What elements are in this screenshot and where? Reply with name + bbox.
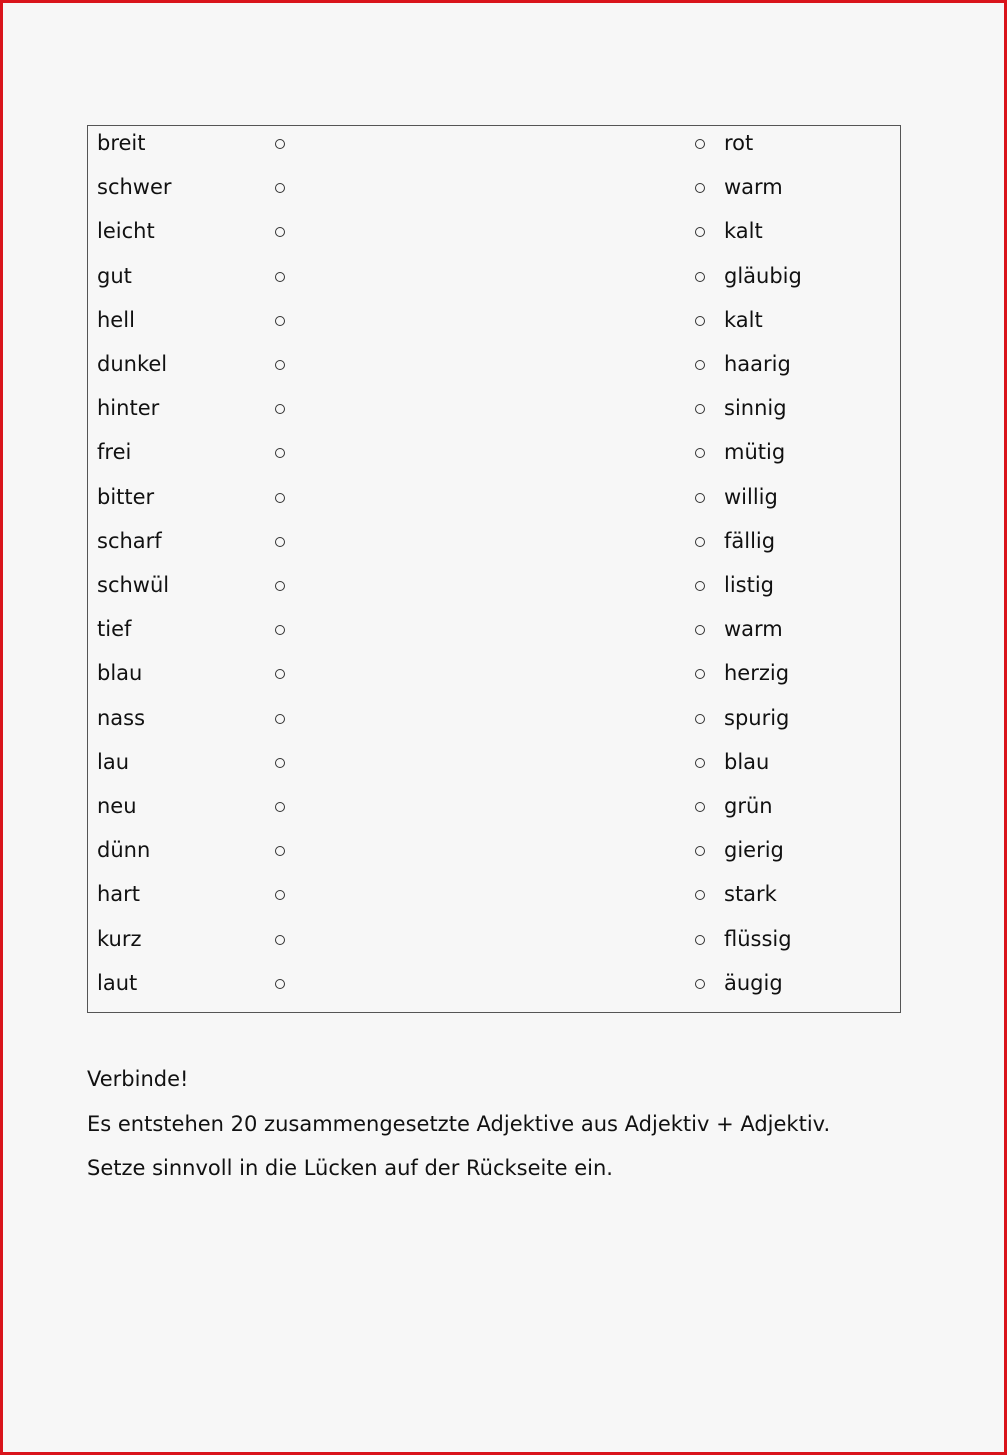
right-connection-circle-icon <box>695 802 705 812</box>
right-connection-circle-icon <box>695 272 705 282</box>
right-adjective: rot <box>724 131 754 155</box>
right-connection-circle-icon <box>695 139 705 149</box>
table-row <box>88 347 900 391</box>
right-connection-circle-icon <box>695 227 705 237</box>
left-connection-circle-icon <box>275 448 285 458</box>
left-connection-circle-icon <box>275 846 285 856</box>
left-adjective: hart <box>97 882 141 907</box>
table-row <box>88 480 900 524</box>
left-connection-circle-icon <box>275 935 285 945</box>
table-row <box>88 126 900 170</box>
left-adjective: laut <box>97 970 138 995</box>
table-row <box>88 877 900 921</box>
left-adjective: hinter <box>97 396 160 421</box>
right-adjective: kalt <box>724 307 763 332</box>
left-connection-circle-icon <box>275 890 285 900</box>
right-adjective: stark <box>724 882 777 907</box>
table-row <box>88 524 900 568</box>
right-connection-circle-icon <box>695 758 705 768</box>
left-connection-circle-icon <box>275 139 285 149</box>
right-adjective: fällig <box>724 528 776 553</box>
right-connection-circle-icon <box>695 360 705 370</box>
instruction-line: Verbinde! <box>87 1067 189 1091</box>
right-adjective: listig <box>724 573 775 597</box>
left-adjective: lau <box>97 749 130 774</box>
right-connection-circle-icon <box>695 581 705 591</box>
right-connection-circle-icon <box>695 979 705 989</box>
left-adjective: schwer <box>97 175 172 200</box>
table-row <box>88 833 900 877</box>
left-connection-circle-icon <box>275 979 285 989</box>
left-connection-circle-icon <box>275 581 285 591</box>
left-adjective: leicht <box>97 219 155 244</box>
left-adjective: dunkel <box>97 352 168 376</box>
right-adjective: gierig <box>724 838 784 863</box>
left-adjective: tief <box>97 617 132 642</box>
right-adjective: mütig <box>724 440 786 465</box>
table-row <box>88 303 900 347</box>
matching-table <box>87 125 901 1013</box>
left-adjective: neu <box>97 794 137 818</box>
right-connection-circle-icon <box>695 183 705 193</box>
right-connection-circle-icon <box>695 316 705 326</box>
left-connection-circle-icon <box>275 316 285 326</box>
right-adjective: gläubig <box>724 263 802 288</box>
left-connection-circle-icon <box>275 404 285 414</box>
right-adjective: spurig <box>724 705 790 730</box>
left-connection-circle-icon <box>275 183 285 193</box>
right-adjective: warm <box>724 175 783 200</box>
left-adjective: hell <box>97 307 135 332</box>
left-connection-circle-icon <box>275 802 285 812</box>
right-adjective: haarig <box>724 352 791 376</box>
right-adjective: sinnig <box>724 396 787 421</box>
right-connection-circle-icon <box>695 669 705 679</box>
table-row <box>88 789 900 833</box>
right-connection-circle-icon <box>695 493 705 503</box>
table-row <box>88 391 900 435</box>
table-row <box>88 435 900 479</box>
left-adjective: breit <box>97 131 146 155</box>
right-adjective: grün <box>724 794 773 818</box>
right-adjective: herzig <box>724 661 790 686</box>
left-connection-circle-icon <box>275 537 285 547</box>
left-adjective: gut <box>97 263 132 288</box>
table-row <box>88 922 900 966</box>
left-adjective: frei <box>97 440 132 465</box>
instructions <box>87 1057 947 1191</box>
right-connection-circle-icon <box>695 404 705 414</box>
right-adjective: willig <box>724 484 778 509</box>
left-connection-circle-icon <box>275 360 285 370</box>
right-adjective: warm <box>724 617 783 642</box>
right-adjective: kalt <box>724 219 763 244</box>
left-connection-circle-icon <box>275 227 285 237</box>
left-connection-circle-icon <box>275 669 285 679</box>
left-connection-circle-icon <box>275 714 285 724</box>
right-connection-circle-icon <box>695 714 705 724</box>
left-connection-circle-icon <box>275 758 285 768</box>
right-connection-circle-icon <box>695 846 705 856</box>
table-row <box>88 612 900 656</box>
table-row <box>88 745 900 789</box>
instruction-line: Setze sinnvoll in die Lücken auf der Rückseite ein. <box>87 1156 613 1180</box>
right-adjective: äugig <box>724 970 783 995</box>
table-row <box>88 656 900 700</box>
right-adjective: blau <box>724 749 770 774</box>
table-row <box>88 966 900 1010</box>
left-adjective: dünn <box>97 838 151 863</box>
right-connection-circle-icon <box>695 890 705 900</box>
left-adjective: blau <box>97 661 143 686</box>
table-row <box>88 170 900 214</box>
left-connection-circle-icon <box>275 625 285 635</box>
instruction-line: Es entstehen 20 zusammengesetzte Adjektive aus Adjektiv + Adjektiv. <box>87 1111 831 1136</box>
table-row <box>88 214 900 258</box>
table-row <box>88 568 900 612</box>
left-adjective: schwül <box>97 573 170 597</box>
table-row <box>88 259 900 303</box>
left-adjective: scharf <box>97 528 162 553</box>
left-adjective: bitter <box>97 484 155 509</box>
right-connection-circle-icon <box>695 537 705 547</box>
right-connection-circle-icon <box>695 935 705 945</box>
right-connection-circle-icon <box>695 448 705 458</box>
left-connection-circle-icon <box>275 272 285 282</box>
left-adjective: nass <box>97 705 146 730</box>
left-adjective: kurz <box>97 926 142 951</box>
table-row <box>88 701 900 745</box>
left-connection-circle-icon <box>275 493 285 503</box>
right-connection-circle-icon <box>695 625 705 635</box>
right-adjective: flüssig <box>724 926 792 951</box>
